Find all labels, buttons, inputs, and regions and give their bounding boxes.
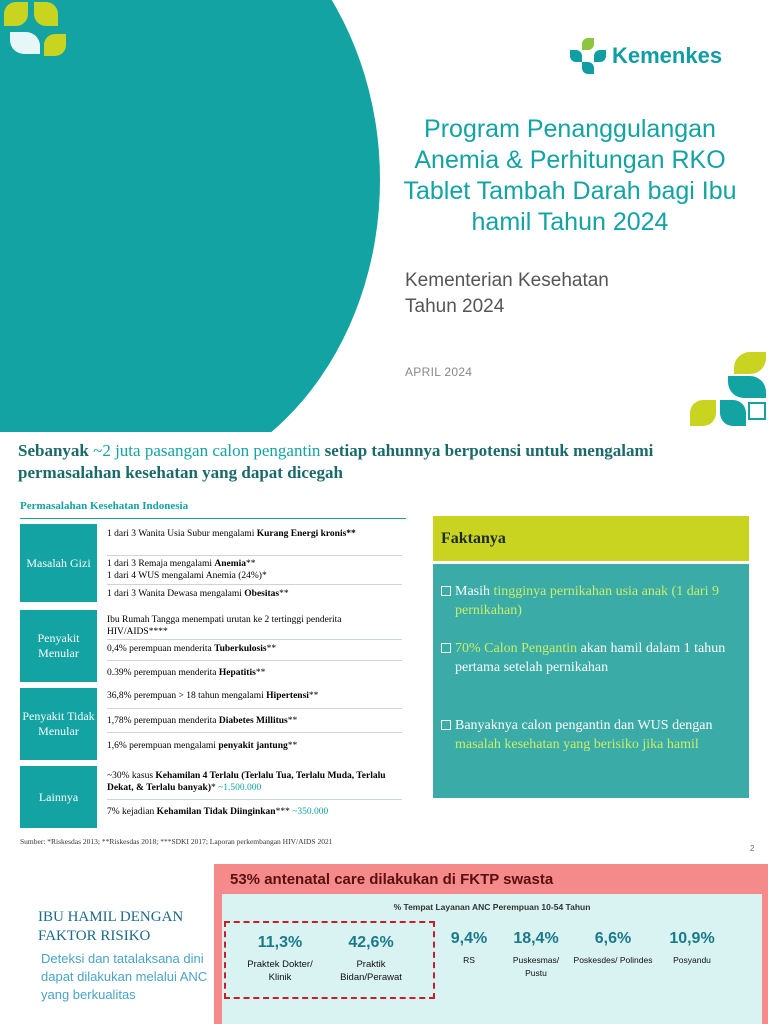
fakta-item-calon-pengantin-hamil: 70% Calon Pengantin akan hamil dalam 1 tahun pertama setelah pernikahan: [455, 639, 730, 677]
risk-factor-title: IBU HAMIL DENGAN FAKTOR RISIKO: [38, 909, 184, 944]
anc-stats-subtitle: % Tempat Layanan ANC Perempuan 10-54 Tahun: [393, 902, 591, 912]
stat-rs: 9,4% RS: [450, 930, 488, 965]
slide-headline: [18, 440, 758, 484]
organization-name: Kementerian Kesehatan: [405, 270, 609, 291]
row-separator: [107, 799, 402, 800]
item-diabetes: 1,78% perempuan menderita Diabetes Millitus**: [107, 716, 298, 726]
row-separator: [107, 639, 402, 640]
source-note: Sumber: *Riskesdas 2013; **Riskesdas 2018; ***SDKI 2017; Laporan perkembangan HIV/AIDS 2021: [20, 837, 333, 846]
presentation-title: Program Penanggulangan Anemia & Perhitungan RKO Tablet Tambah Darah bagi Ibu hamil Tahun 2024: [403, 115, 737, 236]
fakta-item-masalah-kesehatan: Banyaknya calon pengantin dan WUS dengan masalah kesehatan yang berisiko jika hamil: [455, 716, 730, 754]
stat-posyandu: 10,9% Posyandu: [669, 930, 715, 965]
item-anemia-remaja: 1 dari 3 Remaja mengalami Anemia**: [107, 559, 256, 569]
checkbox-bullet-icon: [441, 720, 451, 730]
item-hiv-aids: Ibu Rumah Tangga menempati urutan ke 2 tertinggi penderita HIV/AIDS****: [107, 615, 342, 637]
row-separator: [107, 584, 402, 585]
category-penyakit-menular: Penyakit Menular: [20, 610, 97, 682]
table-title: Permasalahan Kesehatan Indonesia: [20, 500, 189, 512]
kemenkes-logo-text: Kemenkes: [612, 43, 723, 68]
category-penyakit-tidak-menular: Penyakit Tidak Menular: [20, 688, 97, 760]
item-kehamilan-tidak-diinginkan: 7% kejadian Kehamilan Tidak Diinginkan*** ~350.000: [107, 807, 329, 817]
organization: [405, 268, 609, 320]
headline-suffix: setiap tahunnya berpotensi untuk mengalami permasalahan kesehatan yang dapat dicegah: [18, 441, 654, 482]
item-anemia-wus: 1 dari 4 WUS mengalami Anemia (24%)*: [107, 571, 267, 581]
anc-banner-title: 53% antenatal care dilakukan di FKTP swasta: [230, 871, 554, 888]
fakta-title: Faktanya: [441, 530, 506, 547]
row-separator: [107, 660, 402, 661]
row-separator: [107, 732, 402, 733]
item-hepatitis: 0.39% perempuan menderita Hepatitis**: [107, 668, 266, 678]
row-separator: [107, 555, 402, 556]
facts-slide: [0, 432, 768, 864]
item-penyakit-jantung: 1,6% perempuan mengalami penyakit jantung**: [107, 741, 298, 751]
corner-motif-bottom-right: [688, 352, 768, 432]
checkbox-bullet-icon: [441, 586, 451, 596]
item-kek: 1 dari 3 Wanita Usia Subur mengalami Kurang Energi kronis**: [107, 529, 356, 539]
stat-praktik-bidan: 42,6% Praktik Bidan/Perawat: [340, 934, 402, 983]
kemenkes-logo-icon: [570, 38, 606, 74]
item-hipertensi: 36,8% perempuan > 18 tahun mengalami Hipertensi**: [107, 691, 319, 701]
category-masalah-gizi: Masalah Gizi: [20, 524, 97, 602]
presentation-date: APRIL 2024: [405, 365, 473, 379]
fakta-item-pernikahan-anak: Masih tingginya pernikahan usia anak (1 dari 9 pernikahan): [455, 582, 730, 620]
category-lainnya: Lainnya: [20, 766, 97, 828]
stat-puskesmas: 18,4% Puskesmas/ Pustu: [512, 930, 560, 978]
stat-praktek-dokter: 11,3% Praktek Dokter/ Klinik: [247, 934, 313, 983]
table-divider: [20, 518, 406, 519]
title-slide: [0, 0, 768, 432]
checkbox-bullet-icon: [441, 643, 451, 653]
headline-highlight: ~2 juta pasangan calon pengantin: [93, 441, 321, 460]
item-tuberkulosis: 0,4% perempuan menderita Tuberkulosis**: [107, 644, 277, 654]
organization-year: Tahun 2024: [405, 296, 505, 317]
stat-poskesdes: 6,6% Poskesdes/ Polindes: [573, 930, 653, 965]
anc-slide: [0, 864, 768, 1024]
risk-factor-body: Deteksi dan tatalaksana dini dapat dilakukan melalui ANC yang berkualitas: [41, 951, 208, 1002]
page-number: 2: [750, 844, 755, 853]
headline-prefix: Sebanyak: [18, 441, 94, 460]
item-kehamilan-4-terlalu: ~30% kasus Kehamilan 4 Terlalu (Terlalu Tua, Terlalu Muda, Terlalu Dekat, & Terlalu banyak)* ~1.500.000: [107, 771, 386, 793]
corner-motif-top-left: [0, 0, 80, 80]
item-obesitas: 1 dari 3 Wanita Dewasa mengalami Obesitas**: [107, 589, 289, 599]
row-separator: [107, 708, 402, 709]
